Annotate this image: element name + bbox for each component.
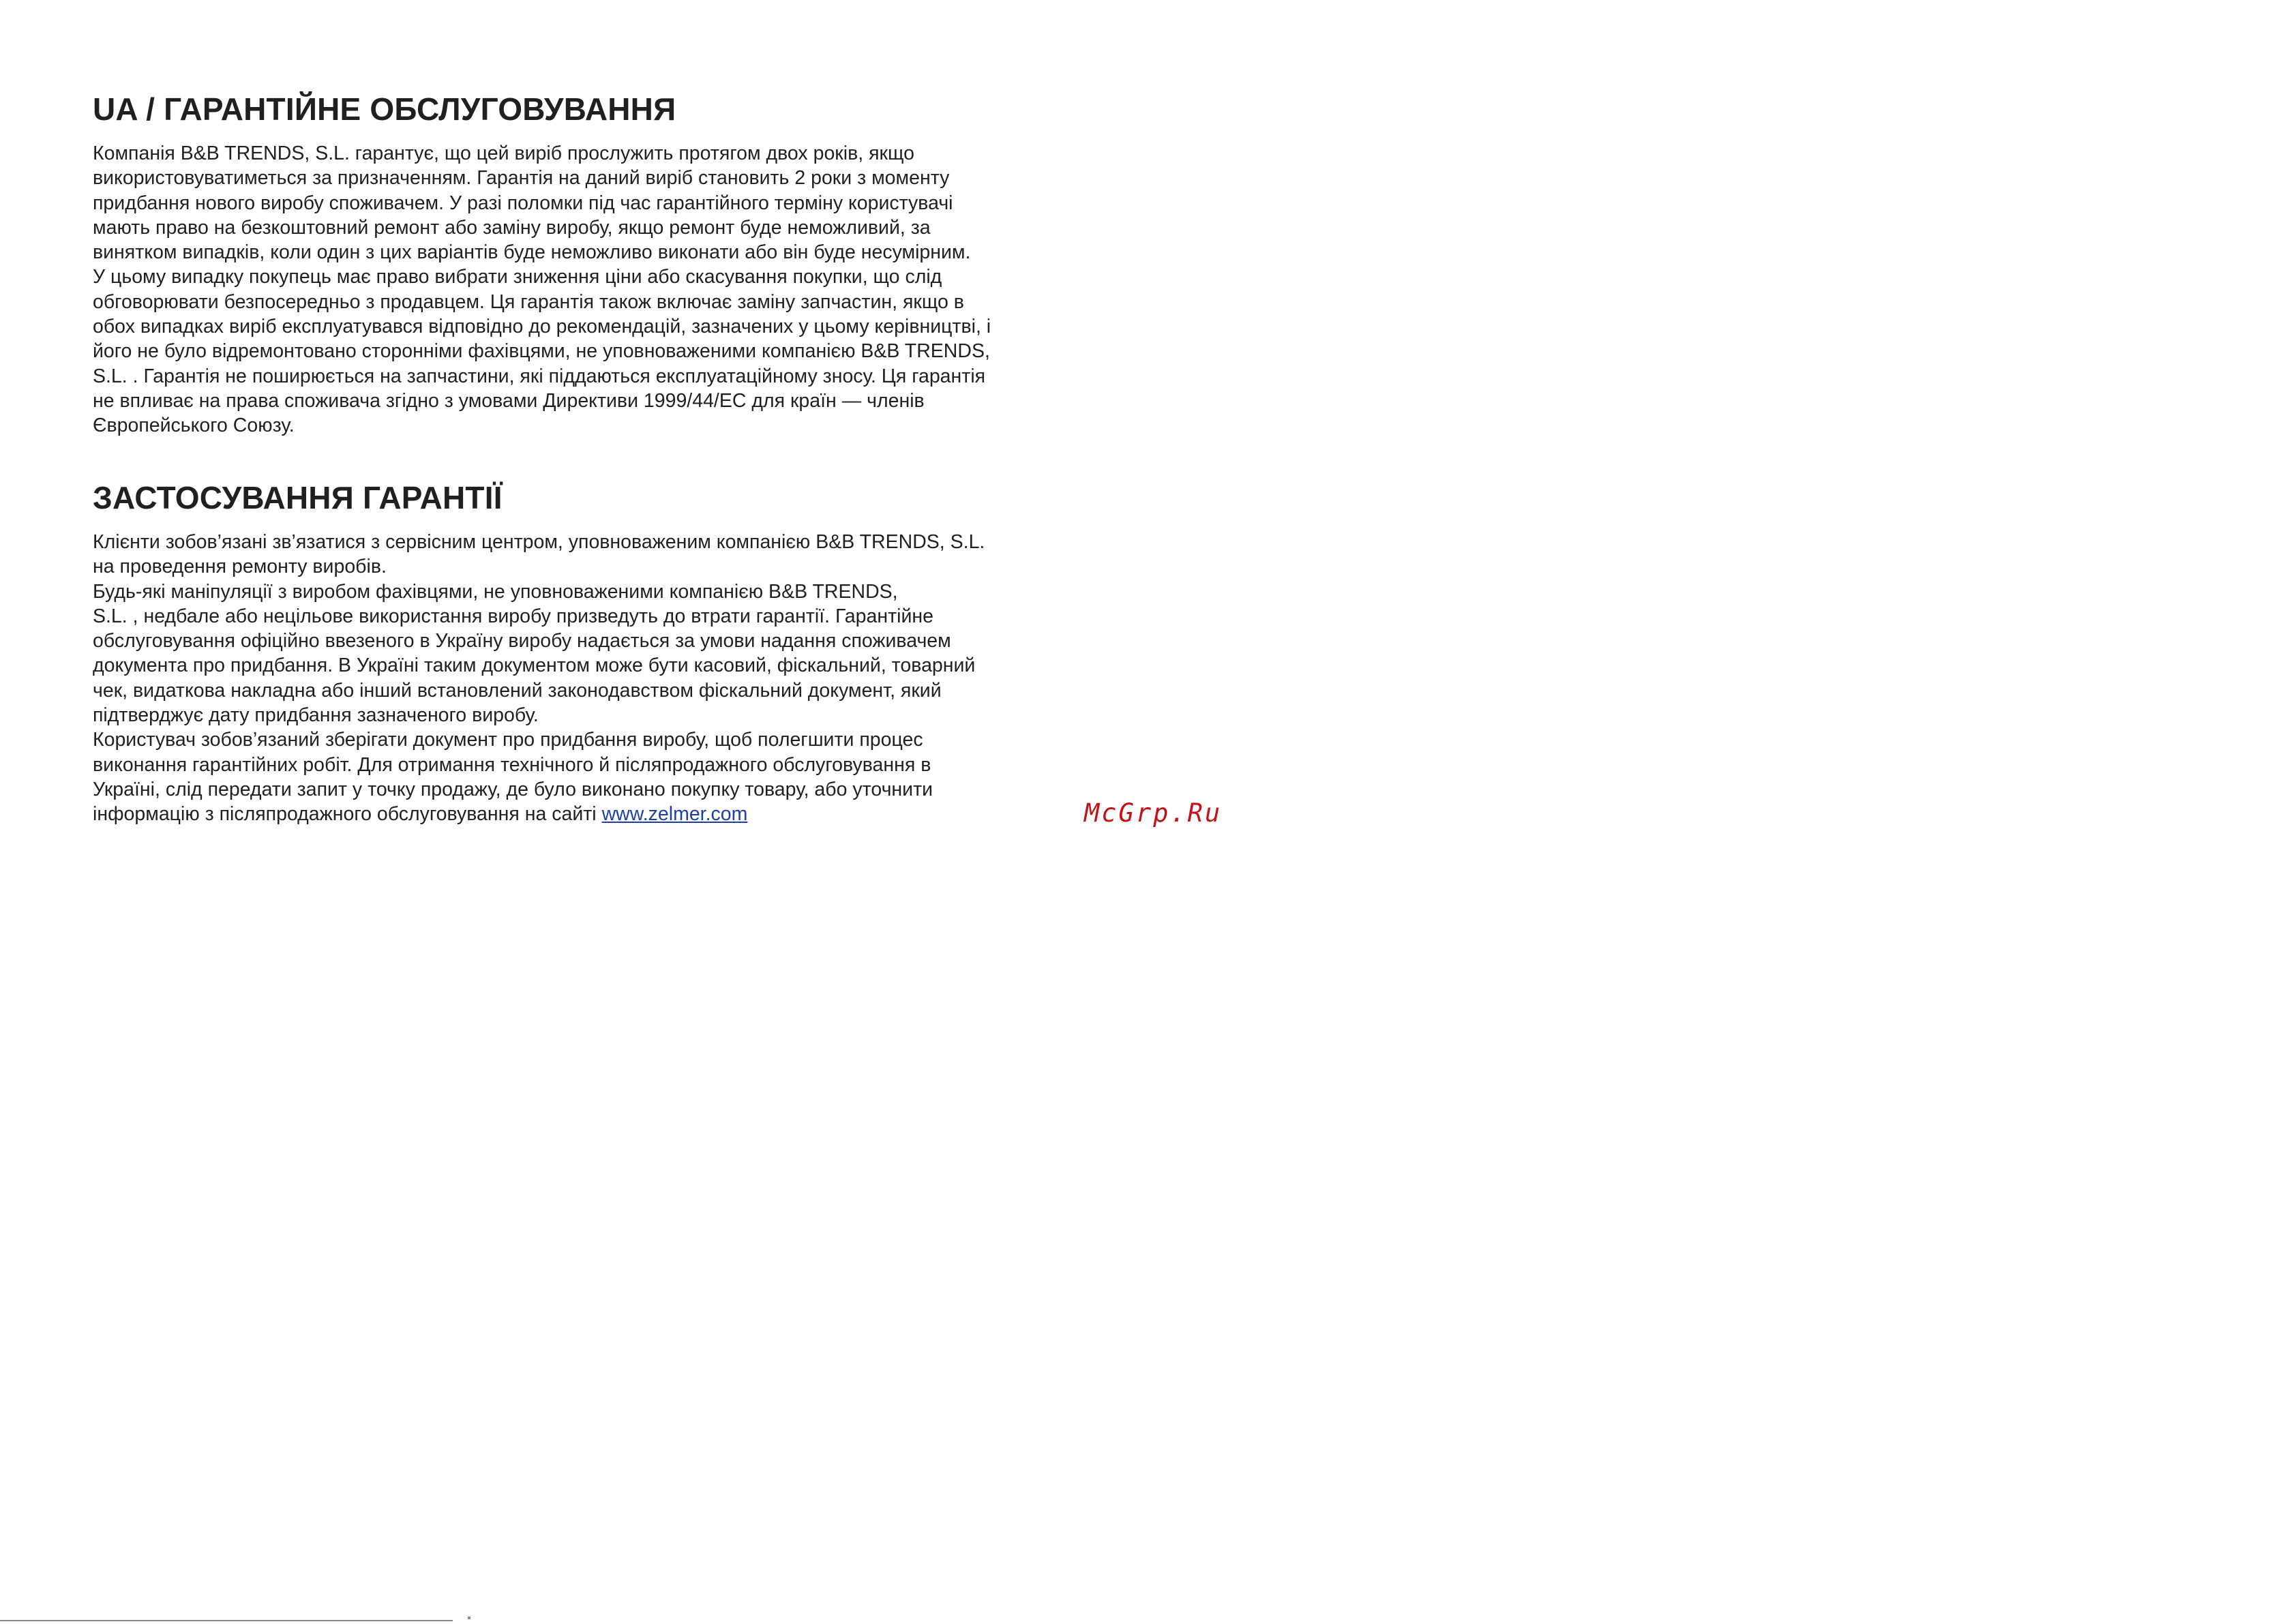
- footer-mark: [468, 1617, 470, 1619]
- paragraph-line: обговорювати безпосередньо з продавцем. Ця гарантія також включає заміну запчастин, якщо в: [93, 290, 964, 313]
- paragraph-line: придбання нового виробу споживачем. У разі поломки під час гарантійного терміну користувачі: [93, 192, 953, 214]
- paragraph-line: S.L. . Гарантія не поширюється на запчастини, які піддаються експлуатаційному зносу. Ця гарантія: [93, 365, 986, 387]
- content-column: [93, 89, 1061, 826]
- paragraph-line-text: інформацію з післяпродажного обслуговування на сайті: [93, 803, 602, 826]
- paragraph-line: Клієнти зобов’язані зв’язатися з сервісним центром, уповноваженим компанією B&B TRENDS, S.L.: [93, 531, 985, 553]
- paragraph-line: мають право на безкоштовний ремонт або заміну виробу, якщо ремонт буде неможливий, за: [93, 216, 931, 239]
- paragraph-last-line: [93, 802, 985, 826]
- paragraph-line: використовуватиметься за призначенням. Гарантія на даний виріб становить 2 роки з моменту: [93, 167, 950, 190]
- paragraph-line: Будь-які маніпуляції з виробом фахівцями, не уповноваженими компанією B&B TRENDS,: [93, 580, 898, 603]
- paragraph-line: У цьому випадку покупець має право вибрати зниження ціни або скасування покупки, що слід: [93, 266, 942, 288]
- warranty-application-paragraph: [93, 530, 985, 827]
- paragraph-line: підтверджує дату придбання зазначеного виробу.: [93, 704, 539, 727]
- warranty-service-heading: UA / ГАРАНТІЙНЕ ОБСЛУГОВУВАННЯ: [93, 91, 676, 127]
- paragraph-line: його не було відремонтовано сторонніми фахівцями, не уповноваженими компанією B&B TRENDS,: [93, 340, 990, 363]
- watermark-text: McGrp.Ru: [1084, 798, 1223, 828]
- zelmer-website-link[interactable]: www.zelmer.com: [601, 803, 748, 826]
- paragraph-line: на проведення ремонту виробів.: [93, 556, 387, 578]
- warranty-service-paragraph: [93, 141, 991, 438]
- paragraph-line: S.L. , недбале або нецільове використання виробу призведуть до втрати гарантії. Гарантійне: [93, 605, 933, 627]
- warranty-application-heading: ЗАСТОСУВАННЯ ГАРАНТІЇ: [93, 480, 503, 515]
- paragraph-line: документа про придбання. В Україні таким документом може бути касовий, фіскальний, товарний: [93, 655, 976, 677]
- paragraph-line: не впливає на права споживача згідно з умовами Директиви 1999/44/ЕС для країн — членів: [93, 389, 925, 412]
- paragraph-line: винятком випадків, коли один з цих варіантів буде неможливо виконати або він буде несумірним.: [93, 241, 971, 264]
- paragraph-line: Користувач зобов’язаний зберігати документ про придбання виробу, щоб полегшити процес: [93, 729, 923, 751]
- paragraph-line: Європейського Союзу.: [93, 415, 295, 437]
- paragraph-line: обслуговування офіційно ввезеного в Україну виробу надається за умови надання споживачем: [93, 630, 951, 652]
- footer-divider: [0, 1620, 453, 1621]
- paragraph-line: Компанія B&B TRENDS, S.L. гарантує, що цей виріб прослужить протягом двох років, якщо: [93, 142, 914, 164]
- paragraph-line: чек, видаткова накладна або інший встановлений законодавством фіскальний документ, який: [93, 679, 942, 702]
- paragraph-line: Україні, слід передати запит у точку продажу, де було виконано покупку товару, або уточнити: [93, 778, 933, 800]
- paragraph-line: виконання гарантійних робіт. Для отримання технічного й післяпродажного обслуговування в: [93, 753, 931, 776]
- paragraph-line: обох випадках виріб експлуатувався відповідно до рекомендацій, зазначених у цьому керівництві, і: [93, 316, 991, 338]
